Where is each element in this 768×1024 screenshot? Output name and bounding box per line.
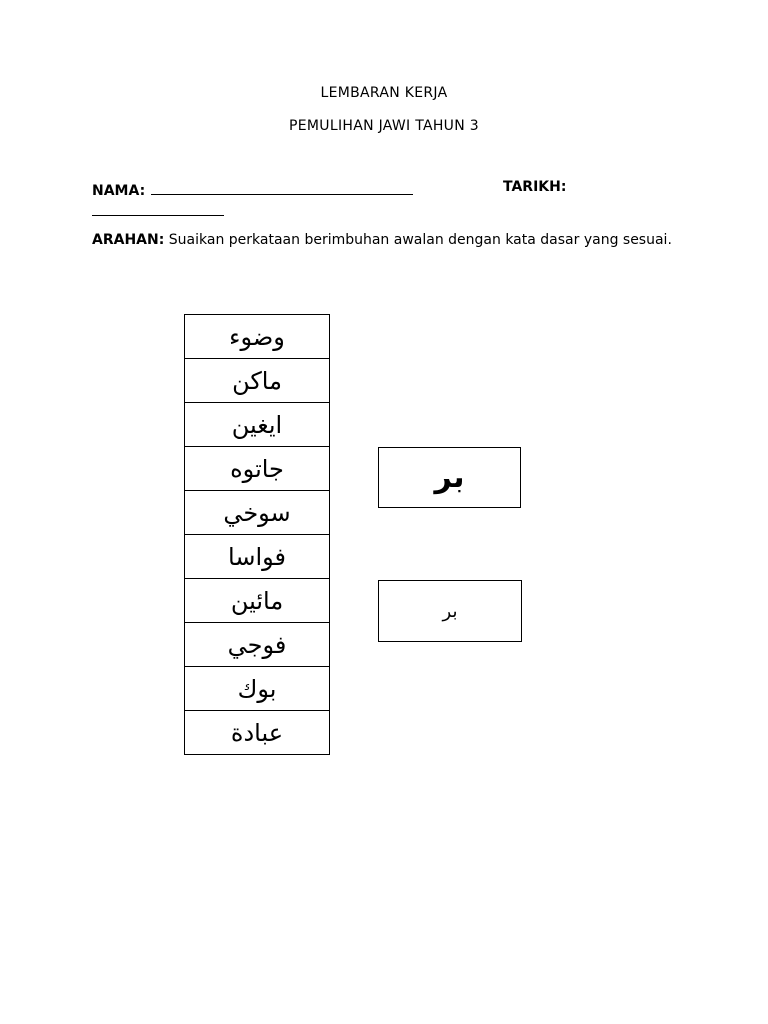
instruction [92, 230, 692, 250]
root-word-cell: عبادة [185, 711, 330, 755]
root-word-cell: بوك [185, 667, 330, 711]
prefix-box-small: بر [378, 580, 522, 642]
root-word-cell: جاتوه [185, 447, 330, 491]
prefix-box-large: بر [378, 447, 521, 508]
root-word-cell: ايغين [185, 403, 330, 447]
tarikh-blank-line [92, 200, 224, 216]
root-word-cell: وضوء [185, 315, 330, 359]
nama-row [92, 179, 413, 199]
nama-blank-line [151, 179, 413, 195]
tarikh-label: TARIKH: [503, 179, 567, 195]
root-word-cell: مائين [185, 579, 330, 623]
root-word-cell: فواسا [185, 535, 330, 579]
root-word-cell: فوجي [185, 623, 330, 667]
nama-label: NAMA: [92, 183, 146, 199]
page-title: LEMBARAN KERJA [320, 85, 448, 101]
root-word-cell: ماكن [185, 359, 330, 403]
root-word-table [184, 314, 330, 755]
instruction-text: Suaikan perkataan berimbuhan awalan dengan kata dasar yang sesuai. [168, 232, 672, 248]
root-word-cell: سوخي [185, 491, 330, 535]
page-subtitle: PEMULIHAN JAWI TAHUN 3 [289, 118, 479, 134]
instruction-label: ARAHAN: [92, 232, 165, 248]
